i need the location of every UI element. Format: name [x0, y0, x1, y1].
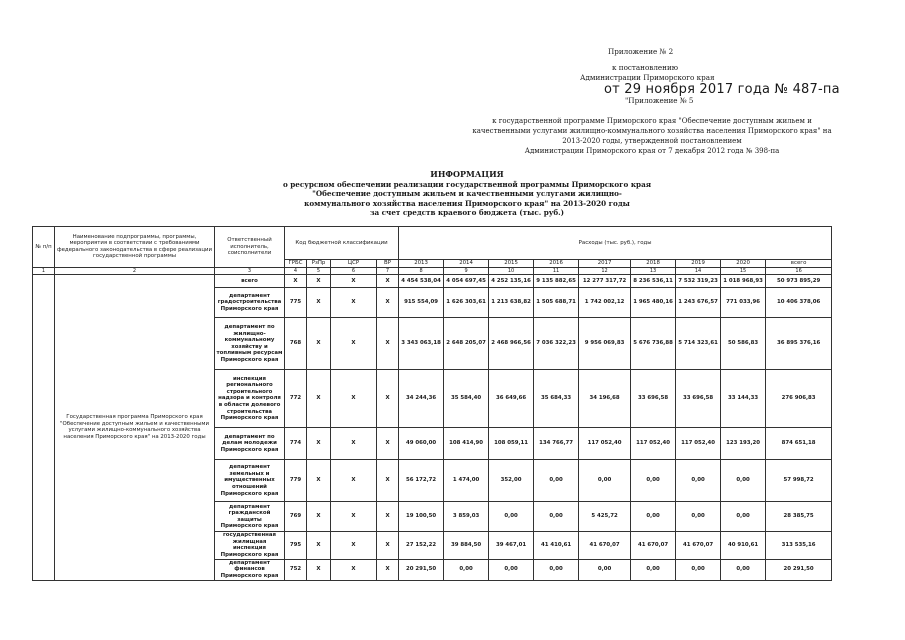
grbs-cell: 768: [285, 318, 307, 370]
col-header-budget-code: Код бюджетной классификации: [285, 227, 399, 260]
value-cell: 36 895 376,16: [766, 318, 832, 370]
csr-cell: X: [331, 559, 377, 580]
vr-cell: X: [377, 288, 399, 318]
value-cell: 0,00: [534, 559, 579, 580]
program-reference: [472, 116, 832, 156]
value-cell: 0,00: [489, 559, 534, 580]
column-number: 13: [631, 267, 676, 275]
value-cell: 41 410,61: [534, 532, 579, 559]
year-header: 2016: [534, 260, 579, 268]
value-cell: 5 714 323,61: [676, 318, 721, 370]
value-cell: 117 052,40: [676, 428, 721, 460]
vr-cell: X: [377, 460, 399, 502]
value-cell: 0,00: [489, 502, 534, 532]
program-ref-line: 2013-2020 годы, утвержденной постановлением: [562, 137, 742, 145]
vr-cell: X: [377, 428, 399, 460]
value-cell: 50 973 895,29: [766, 275, 832, 288]
value-cell: 33 696,58: [631, 370, 676, 428]
column-number: 16: [766, 267, 832, 275]
value-cell: 50 586,83: [721, 318, 766, 370]
value-cell: 874 651,18: [766, 428, 832, 460]
col-header-name: Наименование подпрограммы, программы, мероприятия в соответствии с требованиями федерального законодательства в сфере реализации государственной программы: [55, 227, 215, 268]
column-number: 15: [721, 267, 766, 275]
value-cell: 7 036 322,23: [534, 318, 579, 370]
value-cell: 49 060,00: [399, 428, 444, 460]
value-cell: 0,00: [579, 460, 631, 502]
rzpr-cell: X: [307, 532, 331, 559]
title-line: коммунального хозяйства населения Приморского края" на 2013-2020 годы: [304, 198, 630, 208]
column-number: 3: [215, 267, 285, 275]
value-cell: 8 236 536,11: [631, 275, 676, 288]
value-cell: 352,00: [489, 460, 534, 502]
col-header-executor: Ответственный исполнитель, соисполнители: [215, 227, 285, 268]
value-cell: 56 172,72: [399, 460, 444, 502]
resolution-date-stamp: от 29 ноября 2017 года № 487-па: [604, 82, 840, 97]
value-cell: 0,00: [444, 559, 489, 580]
code-header: ЦСР: [331, 260, 377, 268]
value-cell: 313 535,16: [766, 532, 832, 559]
value-cell: 1 243 676,57: [676, 288, 721, 318]
grbs-cell: 775: [285, 288, 307, 318]
executor-cell: департамент финансов Приморского края: [215, 559, 285, 580]
value-cell: 117 052,40: [579, 428, 631, 460]
code-header: ГРБС: [285, 260, 307, 268]
value-cell: 1 018 968,93: [721, 275, 766, 288]
col-header-no: № п/п: [33, 227, 55, 268]
value-cell: 276 906,83: [766, 370, 832, 428]
row-number-cell: [33, 275, 55, 580]
csr-cell: X: [331, 460, 377, 502]
rzpr-cell: X: [307, 428, 331, 460]
value-cell: 0,00: [721, 502, 766, 532]
value-cell: 20 291,50: [766, 559, 832, 580]
value-cell: 36 649,66: [489, 370, 534, 428]
csr-cell: X: [331, 370, 377, 428]
value-cell: 41 670,07: [631, 532, 676, 559]
value-cell: 117 052,40: [631, 428, 676, 460]
year-header: 2017: [579, 260, 631, 268]
rzpr-cell: X: [307, 275, 331, 288]
value-cell: 3 859,03: [444, 502, 489, 532]
rzpr-cell: X: [307, 502, 331, 532]
column-number: 8: [399, 267, 444, 275]
year-header: всего: [766, 260, 832, 268]
value-cell: 0,00: [676, 559, 721, 580]
appendix-label: Приложение № 2: [608, 47, 674, 56]
executor-cell: департамент по жилищно-коммунальному хозяйству и топливным ресурсам Приморского края: [215, 318, 285, 370]
column-number: 9: [444, 267, 489, 275]
vr-cell: X: [377, 370, 399, 428]
value-cell: 33 696,58: [676, 370, 721, 428]
executor-cell: инспекция регионального строительного надзора и контроля в области долевого строительства Приморского края: [215, 370, 285, 428]
grbs-cell: 769: [285, 502, 307, 532]
administration-label: Администрации Приморского края: [580, 73, 715, 82]
csr-cell: X: [331, 288, 377, 318]
value-cell: 4 454 538,04: [399, 275, 444, 288]
value-cell: 0,00: [721, 460, 766, 502]
value-cell: 39 884,50: [444, 532, 489, 559]
value-cell: 0,00: [676, 460, 721, 502]
value-cell: 39 467,01: [489, 532, 534, 559]
col-header-expenses: Расходы (тыс. руб.), годы: [399, 227, 832, 260]
value-cell: 12 277 317,72: [579, 275, 631, 288]
csr-cell: X: [331, 318, 377, 370]
header-row: [33, 227, 832, 260]
grbs-cell: 795: [285, 532, 307, 559]
value-cell: 1 742 002,12: [579, 288, 631, 318]
title-line: за счет средств краевого бюджета (тыс. руб.): [369, 208, 565, 218]
value-cell: 27 152,22: [399, 532, 444, 559]
grbs-cell: 772: [285, 370, 307, 428]
csr-cell: X: [331, 428, 377, 460]
column-number: 2: [55, 267, 215, 275]
grbs-cell: 779: [285, 460, 307, 502]
rzpr-cell: X: [307, 460, 331, 502]
value-cell: 915 554,09: [399, 288, 444, 318]
value-cell: 0,00: [631, 502, 676, 532]
year-header: 2015: [489, 260, 534, 268]
program-ref-line: к государственной программе Приморского края "Обеспечение доступным жильем и: [492, 117, 812, 125]
value-cell: 19 100,50: [399, 502, 444, 532]
value-cell: 9 956 069,83: [579, 318, 631, 370]
appendix5-label: "Приложение № 5: [625, 96, 694, 105]
executor-cell: государственная жилищная инспекция Приморского края: [215, 532, 285, 559]
code-header: ВР: [377, 260, 399, 268]
column-number: 4: [285, 267, 307, 275]
program-ref-line: качественными услугами жилищно-коммунального хозяйства населения Приморского края" на: [472, 127, 832, 135]
value-cell: 0,00: [721, 559, 766, 580]
value-cell: 4 252 135,16: [489, 275, 534, 288]
program-ref-line: Администрации Приморского края от 7 декабря 2012 года № 398-па: [524, 147, 780, 155]
executor-cell: всего: [215, 275, 285, 288]
column-number: 6: [331, 267, 377, 275]
rzpr-cell: X: [307, 318, 331, 370]
vr-cell: X: [377, 502, 399, 532]
value-cell: 34 196,68: [579, 370, 631, 428]
column-number: 7: [377, 267, 399, 275]
value-cell: 134 766,77: [534, 428, 579, 460]
value-cell: 7 532 319,23: [676, 275, 721, 288]
value-cell: 41 670,07: [676, 532, 721, 559]
grbs-cell: 752: [285, 559, 307, 580]
value-cell: 0,00: [534, 502, 579, 532]
code-header: РзПр: [307, 260, 331, 268]
year-header: 2020: [721, 260, 766, 268]
rzpr-cell: X: [307, 559, 331, 580]
column-number: 10: [489, 267, 534, 275]
executor-cell: департамент градостроительства Приморского края: [215, 288, 285, 318]
column-number: 11: [534, 267, 579, 275]
value-cell: 5 676 736,88: [631, 318, 676, 370]
year-header: 2013: [399, 260, 444, 268]
value-cell: 1 505 688,71: [534, 288, 579, 318]
column-number-row: [33, 267, 832, 275]
value-cell: 0,00: [631, 559, 676, 580]
executor-cell: департамент гражданской защиты Приморского края: [215, 502, 285, 532]
column-number: 1: [33, 267, 55, 275]
value-cell: 123 193,20: [721, 428, 766, 460]
value-cell: 35 584,40: [444, 370, 489, 428]
rzpr-cell: X: [307, 370, 331, 428]
value-cell: 1 213 638,82: [489, 288, 534, 318]
resource-table: [32, 226, 832, 581]
value-cell: 1 474,00: [444, 460, 489, 502]
value-cell: 0,00: [579, 559, 631, 580]
value-cell: 2 648 205,07: [444, 318, 489, 370]
column-number: 12: [579, 267, 631, 275]
document-title: [232, 170, 702, 218]
grbs-cell: X: [285, 275, 307, 288]
executor-cell: департамент земельных и имущественных отношений Приморского края: [215, 460, 285, 502]
grbs-cell: 774: [285, 428, 307, 460]
value-cell: 0,00: [534, 460, 579, 502]
value-cell: 57 998,72: [766, 460, 832, 502]
value-cell: 108 414,90: [444, 428, 489, 460]
csr-cell: X: [331, 275, 377, 288]
to-resolution-label: к постановлению: [612, 63, 679, 72]
value-cell: 35 684,33: [534, 370, 579, 428]
vr-cell: X: [377, 318, 399, 370]
value-cell: 3 343 063,18: [399, 318, 444, 370]
csr-cell: X: [331, 502, 377, 532]
title-line: ИНФОРМАЦИЯ: [430, 169, 504, 179]
column-number: 5: [307, 267, 331, 275]
value-cell: 9 135 882,65: [534, 275, 579, 288]
vr-cell: X: [377, 275, 399, 288]
value-cell: 0,00: [676, 502, 721, 532]
value-cell: 1 965 480,16: [631, 288, 676, 318]
value-cell: 2 468 966,56: [489, 318, 534, 370]
program-name-cell: Государственная программа Приморского края "Обеспечение доступным жильем и качественными услугами жилищно-коммунального хозяйства населения Приморского края" на 2013-2020 годы: [55, 275, 215, 580]
column-number: 14: [676, 267, 721, 275]
table-row: [33, 275, 832, 288]
executor-cell: департамент по делам молодежи Приморского края: [215, 428, 285, 460]
value-cell: 0,00: [631, 460, 676, 502]
value-cell: 40 910,61: [721, 532, 766, 559]
value-cell: 33 144,33: [721, 370, 766, 428]
year-header: 2019: [676, 260, 721, 268]
csr-cell: X: [331, 532, 377, 559]
title-line: о ресурсном обеспечении реализации государственной программы Приморского края: [282, 179, 652, 189]
year-header: 2014: [444, 260, 489, 268]
value-cell: 20 291,50: [399, 559, 444, 580]
value-cell: 5 425,72: [579, 502, 631, 532]
vr-cell: X: [377, 559, 399, 580]
rzpr-cell: X: [307, 288, 331, 318]
value-cell: 28 385,75: [766, 502, 832, 532]
value-cell: 10 406 378,06: [766, 288, 832, 318]
value-cell: 771 033,96: [721, 288, 766, 318]
value-cell: 41 670,07: [579, 532, 631, 559]
value-cell: 34 244,36: [399, 370, 444, 428]
value-cell: 4 054 697,45: [444, 275, 489, 288]
title-line: "Обеспечение доступным жильем и качественными услугами жилищно-: [312, 189, 622, 199]
value-cell: 1 626 303,61: [444, 288, 489, 318]
year-header: 2018: [631, 260, 676, 268]
vr-cell: X: [377, 532, 399, 559]
value-cell: 108 059,11: [489, 428, 534, 460]
